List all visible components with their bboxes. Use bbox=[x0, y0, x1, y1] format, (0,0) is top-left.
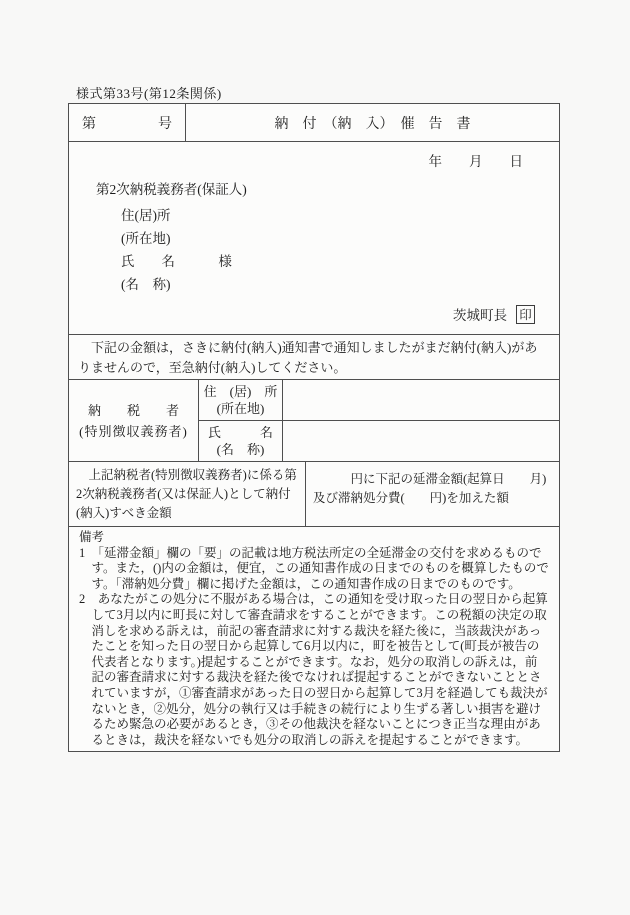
form-style-label: 様式第33号(第12条関係) bbox=[76, 86, 222, 101]
taxpayer-label: 納 税 者 bbox=[87, 402, 179, 418]
taxpayer-name-row bbox=[199, 420, 559, 461]
seal-stamp-icon: 印 bbox=[516, 305, 535, 324]
amount-formula-cell bbox=[306, 462, 559, 526]
document-number-cell bbox=[69, 104, 186, 141]
issue-date-line: 年 月 日 bbox=[428, 154, 523, 169]
demand-notice-form bbox=[68, 103, 560, 752]
recipient-category-label: 第2次納税義務者(保証人) bbox=[96, 182, 247, 197]
honorific-label: 様 bbox=[218, 254, 232, 269]
recipient-name-label: 氏 名 bbox=[121, 254, 175, 269]
recipient-address-alt-label: (所在地) bbox=[121, 231, 171, 246]
taxpayer-address-alt-label: (所在地) bbox=[216, 401, 265, 416]
issuer-line bbox=[453, 304, 535, 324]
amount-description: 上記納税者(特別徴収義務者)に係る第2次納税義務者(又は保証人)として納付(納入)すべき金額 bbox=[69, 462, 306, 526]
number-suffix-label: 号 bbox=[158, 116, 172, 132]
taxpayer-name-label: 氏 名 bbox=[207, 425, 273, 440]
taxpayer-name-alt-label: (名 称) bbox=[216, 442, 265, 457]
taxpayer-address-label-cell bbox=[199, 380, 283, 420]
remark-item-1: 1 「延滞金額」欄の「要」の記載は地方税法所定の全延滞金の交付を求めるものです。また，()内の金額は，便宜，この通知書作成の日までのものを概算したものです。「滞納処分費」欄に掲げた金額は，この通知書作成の日までのものです。 bbox=[79, 545, 549, 591]
taxpayer-address-row bbox=[199, 380, 559, 420]
notice-paragraph: 下記の金額は，さきに納付(納入)通知書で通知しましたがまだ納付(納入)がありませんので，至急納付(納入)してください。 bbox=[69, 334, 559, 379]
taxpayer-table bbox=[69, 379, 559, 461]
taxpayer-name-label-cell bbox=[199, 421, 283, 461]
amount-row bbox=[69, 461, 559, 526]
recipient-name-alt-label: (名 称) bbox=[121, 277, 171, 292]
issuer-name: 茨城町長 bbox=[453, 308, 507, 323]
taxpayer-detail-cells bbox=[199, 380, 559, 461]
taxpayer-name-value bbox=[283, 421, 559, 461]
amount-formula-line2: 及び滞納処分費( 円)を加えた額 bbox=[313, 491, 509, 505]
taxpayer-address-value bbox=[283, 380, 559, 420]
taxpayer-address-label: 住 (居) 所 bbox=[203, 384, 278, 399]
amount-formula-line1: 円に下記の延滞金額(起算日 月) bbox=[313, 472, 547, 486]
number-prefix-label: 第 bbox=[82, 116, 96, 132]
document-title: 納 付 （納 入） 催 告 書 bbox=[274, 116, 471, 132]
taxpayer-sublabel: (特別徴収義務者) bbox=[79, 423, 188, 439]
recipient-address-label: 住(居)所 bbox=[121, 208, 171, 223]
remarks-section bbox=[69, 526, 559, 751]
remarks-heading: 備考 bbox=[79, 530, 105, 544]
taxpayer-header-cell bbox=[69, 380, 199, 461]
remark-item-2: 2 あなたがこの処分に不服がある場合は，この通知を受け取った日の翌日から起算して3月以内に町長に対して審査請求をすることができます。この税額の決定の取消しを求める訴えは，前記の審査請求に対する裁決を経た後に，当該裁決があったことを知った日の翌日から起算して6月以内に，町を被告として(町長が被告の代表者となります。)提起することができます。なお，処分の取消しの訴えは，前記の審査請求に対する裁決を経た後でなければ提起することができないこととされていますが，①審査請求があった日の翌日から起算して3月を経過しても裁決がないとき，②処分，処分の執行又は手続きの続行により生ずる著しい損害を避けるため緊急の必要があるとき，③その他裁決を経ないことにつき正当な理由があるときは，裁決を経ないでも処分の取消しの訴えを提起することができます。 bbox=[79, 592, 548, 747]
addressee-block bbox=[69, 141, 559, 334]
recipient-name-line bbox=[121, 250, 232, 270]
header-row bbox=[69, 104, 559, 141]
